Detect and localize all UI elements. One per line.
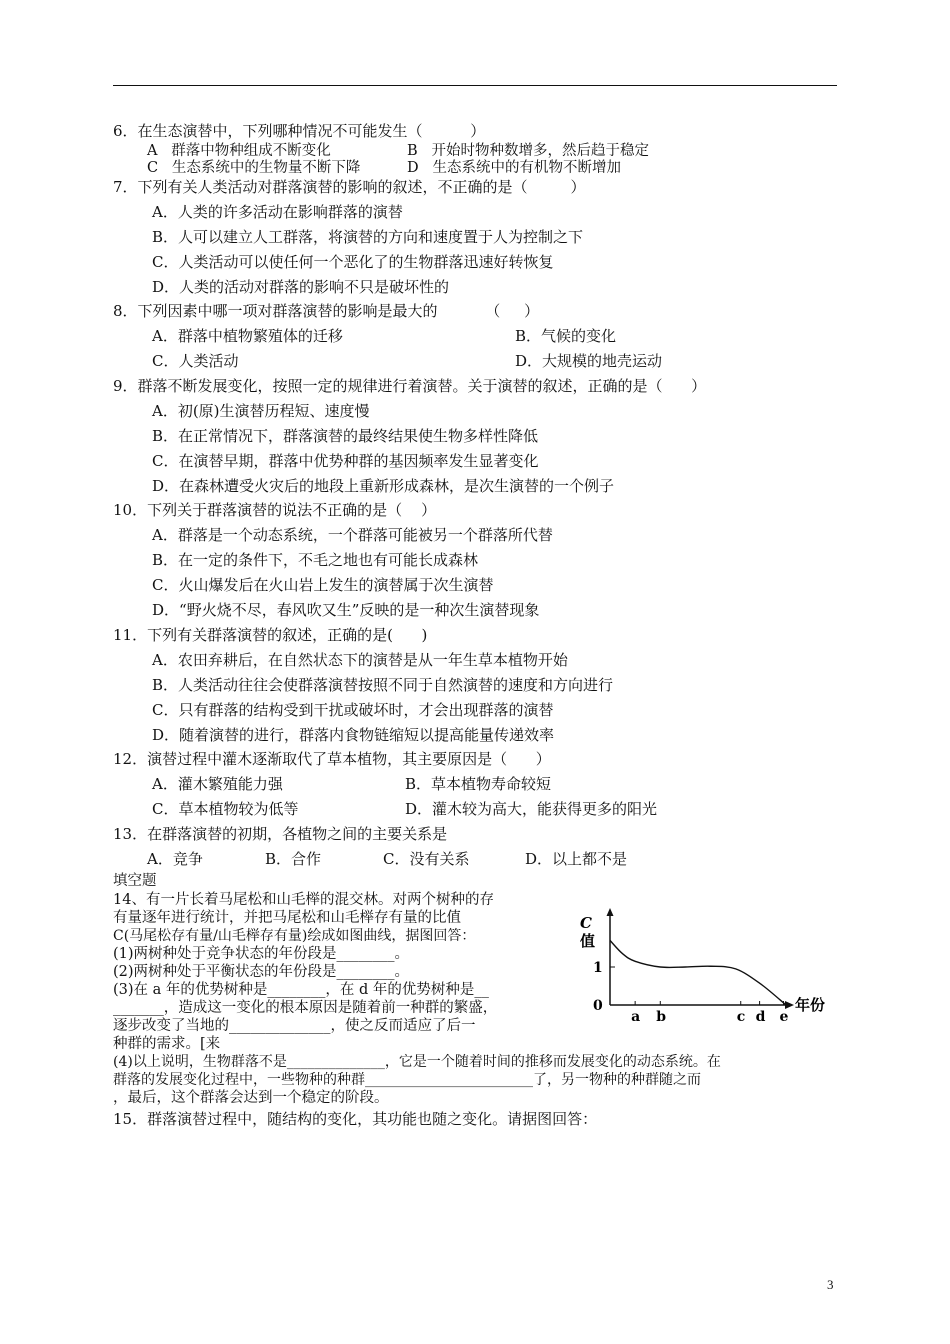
question-12-stem: 12．演替过程中灌木逐渐取代了草本植物，其主要原因是（ ）: [113, 750, 551, 768]
question-14-line-2: 有量逐年进行统计，并把马尾松和山毛榉存有量的比值: [113, 910, 461, 926]
question-14-line-11: 群落的发展变化过程中，一些物种的种群________________________了，另一物种的种群随之而: [113, 1072, 701, 1088]
question-11-stem: 11．下列有关群落演替的叙述，正确的是( ): [113, 626, 428, 644]
question-11-option-b: B．人类活动往往会使群落演替按照不同于自然演替的速度和方向进行: [152, 676, 614, 694]
question-7-stem: 7．下列有关人类活动对群落演替的影响的叙述，不正确的是（ ）: [113, 178, 586, 196]
question-10-stem: 10．下列关于群落演替的说法不正确的是（ ）: [113, 501, 437, 519]
question-11-option-c: C．只有群落的结构受到干扰或破坏时，才会出现群落的演替: [152, 701, 554, 719]
x-tick-label-d: d: [755, 1009, 766, 1025]
question-13-stem: 13．在群落演替的初期，各植物之间的主要关系是: [113, 825, 448, 843]
question-10-option-b: B．在一定的条件下，不毛之地也有可能长成森林: [152, 551, 479, 569]
question-9-stem: 9．群落不断发展变化，按照一定的规律进行着演替。关于演替的叙述，正确的是（ ）: [113, 377, 707, 395]
question-11-option-d: D．随着演替的进行，群落内食物链缩短以提高能量传递效率: [152, 726, 555, 744]
question-8-option-d: D．大规模的地壳运动: [515, 352, 663, 370]
question-15-stem: 15．群落演替过程中，随结构的变化，其功能也随之变化。请据图回答：: [113, 1110, 598, 1128]
question-7-option-b: B．人可以建立人工群落，将演替的方向和速度置于人为控制之下: [152, 228, 584, 246]
question-8-option-b: B．气候的变化: [515, 327, 617, 345]
question-13-option-d: D．以上都不是: [525, 850, 628, 868]
question-8-option-a: A．群落中植物繁殖体的迁移: [152, 327, 343, 345]
question-6-option-d: D 生态系统中的有机物不断增加: [407, 160, 621, 176]
c-value-chart: [573, 908, 837, 1030]
section-heading-fill-in: 填空题: [113, 873, 157, 889]
question-9-option-a: A．初(原)生演替历程短、速度慢: [152, 402, 370, 420]
question-7-option-d: D．人类的活动对群落的影响不只是破坏性的: [152, 278, 450, 296]
x-tick-label-e: e: [779, 1009, 789, 1025]
question-12-option-a: A．灌木繁殖能力强: [152, 775, 283, 793]
question-9-option-b: B．在正常情况下，群落演替的最终结果使生物多样性降低: [152, 427, 539, 445]
question-9-option-d: D．在森林遭受火灾后的地段上重新形成森林，是次生演替的一个例子: [152, 477, 615, 495]
x-tick-label-a: a: [631, 1009, 641, 1025]
y-axis-arrow: [607, 908, 614, 916]
question-14-line-5: (2)两树种处于平衡状态的年份段是________。: [113, 964, 410, 980]
y-axis-label-value: 值: [580, 932, 596, 950]
question-12-option-d: D．灌木较为高大，能获得更多的阳光: [405, 800, 658, 818]
question-11-option-a: A．农田弃耕后，在自然状态下的演替是从一年生草本植物开始: [152, 651, 568, 669]
page-number: 3: [827, 1277, 834, 1292]
question-14-line-7: _______，造成这一变化的根本原因是随着前一种群的繁盛，: [113, 1000, 498, 1016]
question-6-option-b: B 开始时物种数增多，然后趋于稳定: [407, 143, 649, 159]
question-13-option-b: B．合作: [265, 850, 322, 868]
chart-axes: [607, 908, 795, 1009]
question-14-line-12: ，最后，这个群落会达到一个稳定的阶段。: [113, 1090, 389, 1106]
x-axis-label: 年份: [795, 996, 826, 1014]
question-10-option-a: A．群落是一个动态系统，一个群落可能被另一个群落所代替: [152, 526, 553, 544]
y-tick-label-0: 0: [593, 998, 603, 1014]
question-6-option-c: C 生态系统中的生物量不断下降: [147, 160, 361, 176]
question-9-option-c: C．在演替早期，群落中优势种群的基因频率发生显著变化: [152, 452, 539, 470]
question-14-line-6: (3)在 a 年的优势树种是________，在 d 年的优势树种是__: [113, 982, 489, 998]
question-14-line-9: 种群的需求。[来: [113, 1036, 221, 1052]
question-12-option-c: C．草本植物较为低等: [152, 800, 299, 818]
question-10-option-d: D．“野火烧不尽，春风吹又生”反映的是一种次生演替现象: [152, 601, 540, 619]
question-14-line-1: 14、有一片长着马尾松和山毛榉的混交林。对两个树种的存: [113, 892, 494, 908]
question-8-option-c: C．人类活动: [152, 352, 239, 370]
y-axis-label-c: C: [580, 914, 592, 932]
header-rule: [113, 85, 837, 86]
question-12-option-b: B．草本植物寿命较短: [405, 775, 552, 793]
question-7-option-a: A．人类的许多活动在影响群落的演替: [152, 203, 403, 221]
question-7-option-c: C．人类活动可以使任何一个恶化了的生物群落迅速好转恢复: [152, 253, 554, 271]
question-14-line-10: (4)以上说明，生物群落不是______________，它是一个随着时间的推移而发展变化的动态系统。在: [113, 1054, 721, 1070]
question-13-option-c: C．没有关系: [383, 850, 470, 868]
x-tick-label-c: c: [736, 1009, 746, 1025]
x-axis-arrow: [785, 1001, 794, 1009]
y-tick-label-1: 1: [593, 960, 603, 976]
c-value-curve: [610, 940, 786, 1005]
question-14-line-3: C(马尾松存有量/山毛榉存有量)绘成如图曲线，据图回答：: [113, 928, 476, 944]
question-6-stem: 6．在生态演替中，下列哪种情况不可能发生（ ）: [113, 122, 486, 140]
question-6-option-a: A 群落中物种组成不断变化: [147, 143, 331, 159]
question-13-option-a: A．竞争: [147, 850, 203, 868]
question-14-line-8: 逐步改变了当地的______________，使之反而适应了后一: [113, 1018, 476, 1034]
x-tick-label-b: b: [656, 1009, 667, 1025]
question-10-option-c: C．火山爆发后在火山岩上发生的演替属于次生演替: [152, 576, 494, 594]
question-8-stem: 8．下列因素中哪一项对群落演替的影响是最大的 （ ）: [113, 302, 540, 320]
question-14-line-4: (1)两树种处于竞争状态的年份段是________。: [113, 946, 410, 962]
